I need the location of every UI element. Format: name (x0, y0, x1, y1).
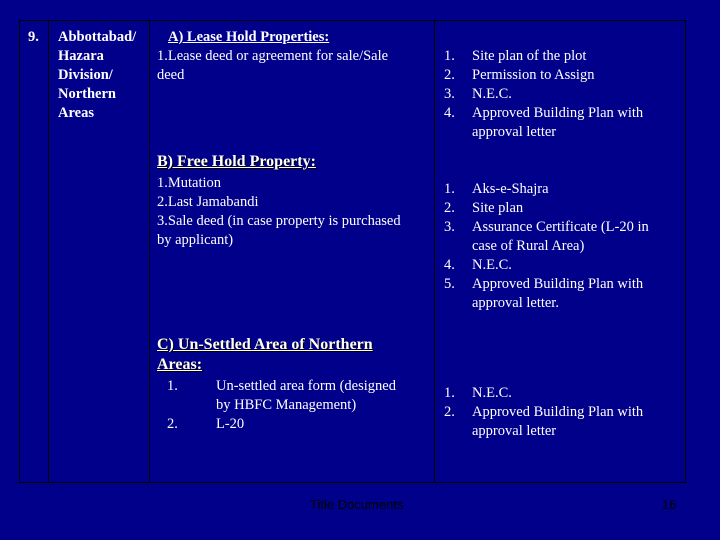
section-a-req-num-3: 3. (444, 86, 455, 102)
section-c-req-text-1: N.E.C. (472, 385, 512, 401)
section-b-heading: B) Free Hold Property: (157, 153, 316, 170)
location-line-2: Hazara (58, 48, 104, 64)
section-a-req-text-1: Site plan of the plot (472, 48, 587, 64)
section-a-req-text-4: Approved Building Plan with (472, 105, 644, 121)
table-border-top (19, 20, 686, 21)
section-b-item-line-1: 1.Mutation (157, 175, 222, 191)
section-b-item-line-3: 3.Sale deed (in case property is purchased (157, 213, 401, 229)
section-b-item-line-2: 2.Last Jamabandi (157, 194, 259, 210)
location-line-4: Northern (58, 86, 116, 102)
section-a-req-num-4: 4. (444, 105, 455, 121)
table-border-right (685, 20, 686, 483)
section-a-req-num-1: 1. (444, 48, 455, 64)
section-c-item-num-1: 1. (167, 378, 178, 394)
footer-title: Title Documents (310, 497, 404, 512)
section-c-item-text-1b: by HBFC Management) (216, 397, 357, 413)
section-a-req-text-2: Permission to Assign (472, 67, 595, 83)
section-c-item-text-1: Un-settled area form (designed (216, 378, 396, 394)
section-c-heading-line-2: Areas: (157, 356, 203, 373)
section-c-item-text-2: L-20 (216, 416, 245, 432)
section-b-req-num-3: 3. (444, 219, 455, 235)
page-number: 16 (662, 497, 677, 512)
section-a-item-line-1: 1.Lease deed or agreement for sale/Sale (157, 48, 389, 64)
section-c-item-num-2: 2. (167, 416, 178, 432)
section-a-req-num-2: 2. (444, 67, 455, 83)
section-b-item-line-4: by applicant) (157, 232, 234, 248)
section-b-req-num-1: 1. (444, 181, 455, 197)
column-divider-3 (434, 20, 435, 483)
section-c-req-text-2b: approval letter (472, 423, 557, 439)
section-b-req-text-5: Approved Building Plan with (472, 276, 644, 292)
row-number: 9. (28, 29, 39, 45)
location-line-5: Areas (58, 105, 94, 121)
section-b-req-text-4: N.E.C. (472, 257, 512, 273)
section-b-req-text-1: Aks-e-Shajra (472, 181, 549, 197)
section-a-item-line-2: deed (157, 67, 185, 83)
section-b-req-num-4: 4. (444, 257, 455, 273)
table-border-left (19, 20, 20, 483)
column-divider-1 (48, 20, 49, 483)
section-c-req-text-2: Approved Building Plan with (472, 404, 644, 420)
column-divider-2 (149, 20, 150, 483)
section-b-req-num-5: 5. (444, 276, 455, 292)
section-c-req-num-2: 2. (444, 404, 455, 420)
section-a-req-text-3: N.E.C. (472, 86, 512, 102)
section-a-heading: A) Lease Hold Properties: (168, 29, 330, 45)
section-b-req-text-2: Site plan (472, 200, 524, 216)
section-a-req-text-4b: approval letter (472, 124, 557, 140)
section-b-req-text-5b: approval letter. (472, 295, 559, 311)
section-c-heading-line-1: C) Un-Settled Area of Northern (157, 336, 373, 353)
location-line-1: Abbottabad/ (58, 29, 137, 45)
section-b-req-text-3b: case of Rural Area) (472, 238, 585, 254)
section-c-req-num-1: 1. (444, 385, 455, 401)
table-border-bottom (19, 482, 686, 483)
location-line-3: Division/ (58, 67, 113, 83)
section-b-req-num-2: 2. (444, 200, 455, 216)
section-b-req-text-3: Assurance Certificate (L-20 in (472, 219, 649, 235)
